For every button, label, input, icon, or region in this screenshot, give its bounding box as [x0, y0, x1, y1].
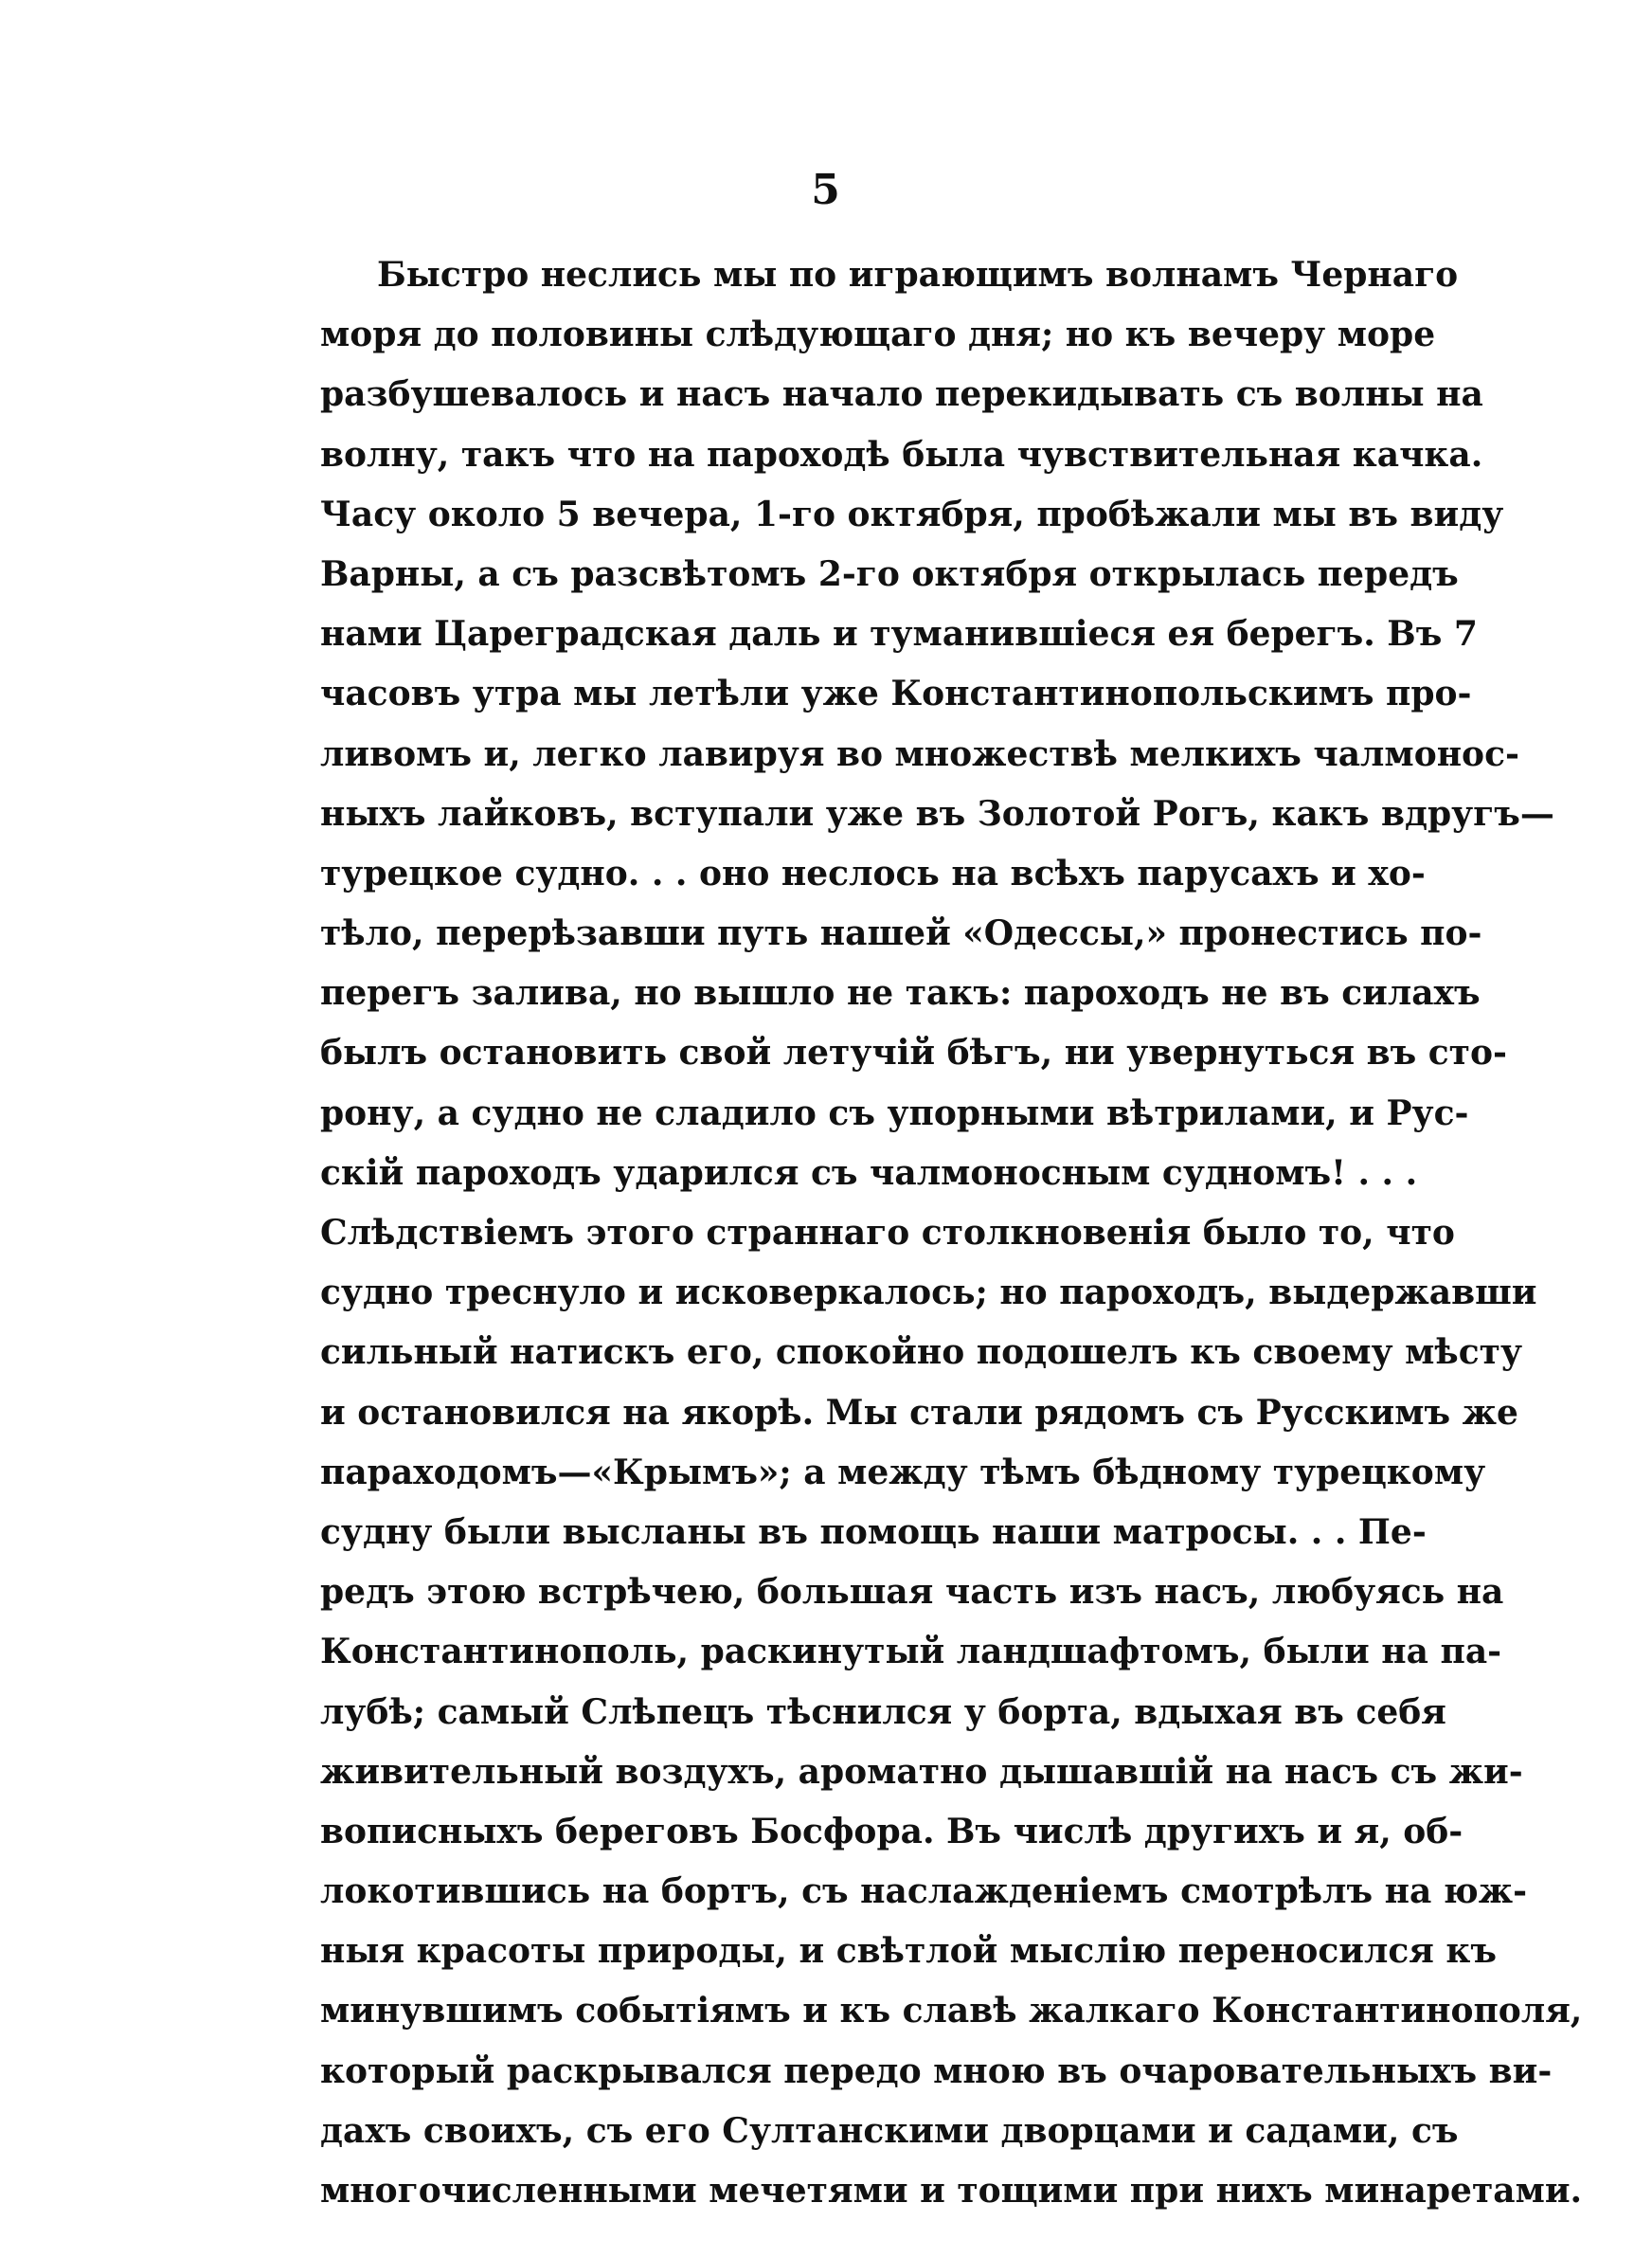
text-line: ливомъ и, легко лавируя во множествѣ мелкихъ чалмонос- — [320, 733, 1519, 774]
text-line: Варны, а съ разсвѣтомъ 2-го октября открылась передъ — [320, 553, 1459, 594]
page-number: 5 — [811, 166, 841, 214]
text-line: редъ этою встрѣчею, большая часть изъ насъ, любуясь на — [320, 1572, 1504, 1613]
text-line: живительный воздухъ, ароматно дышавшій на насъ съ жи- — [320, 1751, 1523, 1792]
text-line: волну, такъ что на пароходѣ была чувствительная качка. — [320, 434, 1483, 475]
body-text — [320, 248, 1583, 2224]
text-line: сильный натискъ его, спокойно подошелъ къ своему мѣсту — [320, 1332, 1522, 1373]
text-line: многочисленными мечетями и тощими при нихъ минаретами. — [320, 2171, 1583, 2211]
text-line: часовъ утра мы летѣли уже Константинопольскимъ про- — [320, 674, 1472, 714]
text-line: былъ остановить свой летучій бѣгъ, ни увернуться въ сто- — [320, 1033, 1507, 1074]
text-line: скій пароходъ ударился съ чалмоносным судномъ! . . . — [320, 1152, 1418, 1193]
text-line: судну были высланы въ помощь наши матросы. . . Пе- — [320, 1511, 1427, 1552]
text-line: минувшимъ событіямъ и къ славѣ жалкаго Константинополя, — [320, 1991, 1583, 2031]
text-line: лубѣ; самый Слѣпецъ тѣснился у борта, вдыхая въ себя — [320, 1691, 1446, 1732]
text-line: локотившись на бортъ, съ наслажденіемъ смотрѣлъ на юж- — [320, 1871, 1528, 1912]
text-line: Быстро неслись мы по играющимъ волнамъ Чернаго — [377, 255, 1459, 295]
text-line: дахъ своихъ, съ его Султанскими дворцами и садами, съ — [320, 2110, 1459, 2151]
text-line: параходомъ—«Крымъ»; а между тѣмъ бѣдному турецкому — [320, 1452, 1486, 1492]
text-line: судно треснуло и исковеркалось; но пароходъ, выдержавши — [320, 1273, 1537, 1313]
text-line: и остановился на якорѣ. Мы стали рядомъ съ Русскимъ же — [320, 1392, 1518, 1433]
text-line: Часу около 5 вечера, 1-го октября, пробѣжали мы въ виду — [320, 494, 1504, 534]
text-line: перегъ залива, но вышло не такъ: пароходъ не въ силахъ — [320, 973, 1481, 1014]
text-line: Константинополь, раскинутый ландшафтомъ, были на па- — [320, 1632, 1502, 1672]
text-line: разбушевалось и насъ начало перекидывать съ волны на — [320, 374, 1483, 415]
text-line: нами Цареградская даль и туманившіеся ея берегъ. Въ 7 — [320, 614, 1478, 655]
text-line: который раскрывался передо мною въ очаровательныхъ ви- — [320, 2050, 1553, 2091]
text-line: ныя красоты природы, и свѣтлой мыслію переносился къ — [320, 1931, 1498, 1972]
text-line: Слѣдствіемъ этого страннаго столкновенія было то, что — [320, 1213, 1455, 1253]
text-line: моря до половины слѣдующаго дня; но къ вечеру море — [320, 315, 1436, 355]
text-line: ныхъ лайковъ, вступали уже въ Золотой Рогъ, какъ вдругъ— — [320, 793, 1554, 834]
text-line: турецкое судно. . . оно неслось на всѣхъ парусахъ и хо- — [320, 853, 1426, 894]
text-line: вописныхъ береговъ Босфора. Въ числѣ другихъ и я, об- — [320, 1811, 1463, 1851]
text-line: тѣло, перерѣзавши путь нашей «Одессы,» пронестись по- — [320, 913, 1482, 954]
text-line: рону, а судно не сладило съ упорными вѣтрилами, и Рус- — [320, 1092, 1469, 1133]
